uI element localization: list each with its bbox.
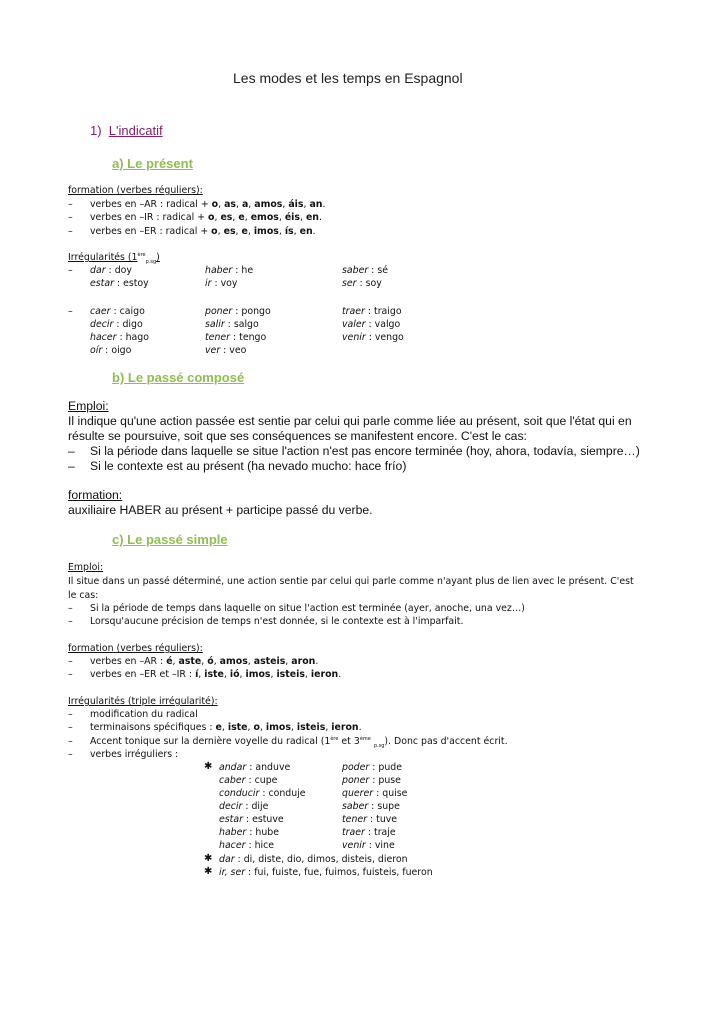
dash: – bbox=[68, 656, 73, 667]
simple-irregular-item: verbes irréguliers : bbox=[90, 749, 179, 760]
verb-form: tener : tengo bbox=[205, 332, 267, 343]
verb-form: querer : quise bbox=[342, 788, 408, 799]
simple-rule-ar: verbes en –AR : é, aste, ó, amos, asteis, aron. bbox=[90, 656, 319, 667]
simple-emploi-text: le cas: bbox=[68, 590, 99, 601]
dash: – bbox=[68, 265, 73, 276]
verb-form: salir : salgo bbox=[205, 319, 259, 330]
simple-irregular-item: Accent tonique sur la dernière voyelle du radical (1ère et 3ème $_{p.sg}$). Donc pas d'accent écrit. bbox=[90, 736, 508, 749]
dash: – bbox=[68, 459, 75, 473]
verb-form: poner : puse bbox=[342, 775, 401, 786]
verb-form: valer : valgo bbox=[342, 319, 401, 330]
verb-form: traer : traigo bbox=[342, 306, 402, 317]
verb-form: haber : hube bbox=[219, 827, 279, 838]
dash: – bbox=[68, 306, 73, 317]
verb-form: estar : estoy bbox=[90, 278, 149, 289]
dash: – bbox=[68, 722, 73, 733]
present-rule-er bbox=[68, 226, 316, 237]
verb-form: tener : tuve bbox=[342, 814, 398, 825]
dash: – bbox=[68, 199, 73, 210]
dash: – bbox=[68, 749, 73, 760]
dash: – bbox=[68, 736, 73, 747]
verb-form: ver : veo bbox=[205, 345, 247, 356]
section-number: 1) bbox=[90, 123, 102, 138]
compose-formation-heading: formation: bbox=[68, 488, 123, 502]
verb-conjugation: ir, ser : fui, fuiste, fue, fuimos, fuisteis, fueron bbox=[219, 867, 433, 878]
section-heading-indicatif bbox=[90, 123, 163, 138]
subsection-present-heading: a) Le présent bbox=[112, 156, 193, 171]
verb-form: traer : traje bbox=[342, 827, 396, 838]
present-formation-heading: formation (verbes réguliers): bbox=[68, 185, 203, 196]
verb-form: caber : cupe bbox=[219, 775, 278, 786]
verb-form: hacer : hago bbox=[90, 332, 149, 343]
simple-irregular-heading: Irrégularités (triple irrégularité): bbox=[68, 696, 218, 707]
verb-form: caer : caigo bbox=[90, 306, 145, 317]
verb-form: andar : anduve bbox=[219, 762, 291, 773]
dash: – bbox=[68, 669, 73, 680]
compose-emploi-text: Il indique qu'une action passée est sentie par celui qui parle comme liée au présent, soit que l'état qui en bbox=[68, 414, 632, 428]
verb-form: venir : vengo bbox=[342, 332, 404, 343]
subsection-compose-heading: b) Le passé composé bbox=[112, 370, 245, 385]
simple-irregular-item: terminaisons spécifiques : e, iste, o, imos, isteis, ieron. bbox=[90, 722, 362, 733]
simple-bullet: Lorsqu'aucune précision de temps n'est donnée, si le contexte est à l'imparfait. bbox=[90, 616, 464, 627]
present-rule-ar bbox=[68, 199, 326, 210]
verb-form: haber : he bbox=[205, 265, 254, 276]
dash: – bbox=[68, 616, 73, 627]
verb-form: dar : doy bbox=[90, 265, 132, 276]
dash: – bbox=[68, 603, 73, 614]
rule-text: verbes en –IR : radical + o, es, e, emos, éis, en. bbox=[90, 212, 322, 223]
compose-formation-text: auxiliaire HABER au présent + participe passé du verbe. bbox=[68, 503, 373, 517]
verb-form: estar : estuve bbox=[219, 814, 284, 825]
dash: – bbox=[68, 709, 73, 720]
present-irregular-heading: Irrégularités $(1ère_{p.sg})$ bbox=[68, 252, 160, 265]
verb-form: saber : supe bbox=[342, 801, 400, 812]
verb-form: poder : pude bbox=[342, 762, 403, 773]
simple-rule-er-ir: verbes en –ER et –IR : í, iste, ió, imos, isteis, ieron. bbox=[90, 669, 342, 680]
compose-bullet: Si le contexte est au présent (ha nevado mucho: hace frío) bbox=[90, 459, 407, 473]
simple-irregular-item: modification du radical bbox=[90, 709, 198, 720]
compose-bullet: Si la période dans laquelle se situe l'action n'est pas encore terminée (hoy, ahora, todavía, siempre…) bbox=[90, 444, 640, 458]
verb-form: venir : vine bbox=[342, 840, 395, 851]
simple-emploi-text: Il situe dans un passé déterminé, une action sentie par celui qui parle comme n'ayant plus de lien avec le présent. C'est bbox=[68, 576, 634, 587]
star-bullet-icon: ✱ bbox=[204, 866, 213, 877]
verb-form: hacer : hice bbox=[219, 840, 275, 851]
verb-form: conducir : conduje bbox=[219, 788, 306, 799]
simple-bullet: Si la période de temps dans laquelle on situe l'action est terminée (ayer, anoche, una vez…) bbox=[90, 603, 525, 614]
compose-emploi-heading: Emploi: bbox=[68, 399, 109, 413]
dash: – bbox=[68, 212, 73, 223]
dash: – bbox=[68, 226, 73, 237]
star-bullet-icon: ✱ bbox=[204, 761, 213, 772]
verb-form: poner : pongo bbox=[205, 306, 271, 317]
rule-text: verbes en –AR : radical + o, as, a, amos, áis, an. bbox=[90, 199, 326, 210]
verb-form: ser : soy bbox=[342, 278, 382, 289]
star-bullet-icon: ✱ bbox=[204, 853, 213, 864]
present-rule-ir bbox=[68, 212, 322, 223]
verb-form: decir : digo bbox=[90, 319, 143, 330]
compose-emploi-text: résulte se poursuive, soit que ses conséquences se manifestent encore. C'est le cas: bbox=[68, 429, 527, 443]
verb-form: oír : oigo bbox=[90, 345, 132, 356]
subsection-simple-heading: c) Le passé simple bbox=[112, 532, 228, 547]
simple-emploi-heading: Emploi: bbox=[68, 562, 104, 573]
verb-form: decir : dije bbox=[219, 801, 269, 812]
verb-conjugation: dar : di, diste, dio, dimos, disteis, dieron bbox=[219, 854, 408, 865]
section-label: L'indicatif bbox=[108, 123, 163, 138]
verb-form: ir : voy bbox=[205, 278, 238, 289]
verb-form: saber : sé bbox=[342, 265, 388, 276]
rule-text: verbes en –ER : radical + o, es, e, imos, ís, en. bbox=[90, 226, 316, 237]
dash: – bbox=[68, 444, 75, 458]
simple-formation-heading: formation (verbes réguliers): bbox=[68, 643, 203, 654]
page-title: Les modes et les temps en Espagnol bbox=[233, 70, 463, 86]
